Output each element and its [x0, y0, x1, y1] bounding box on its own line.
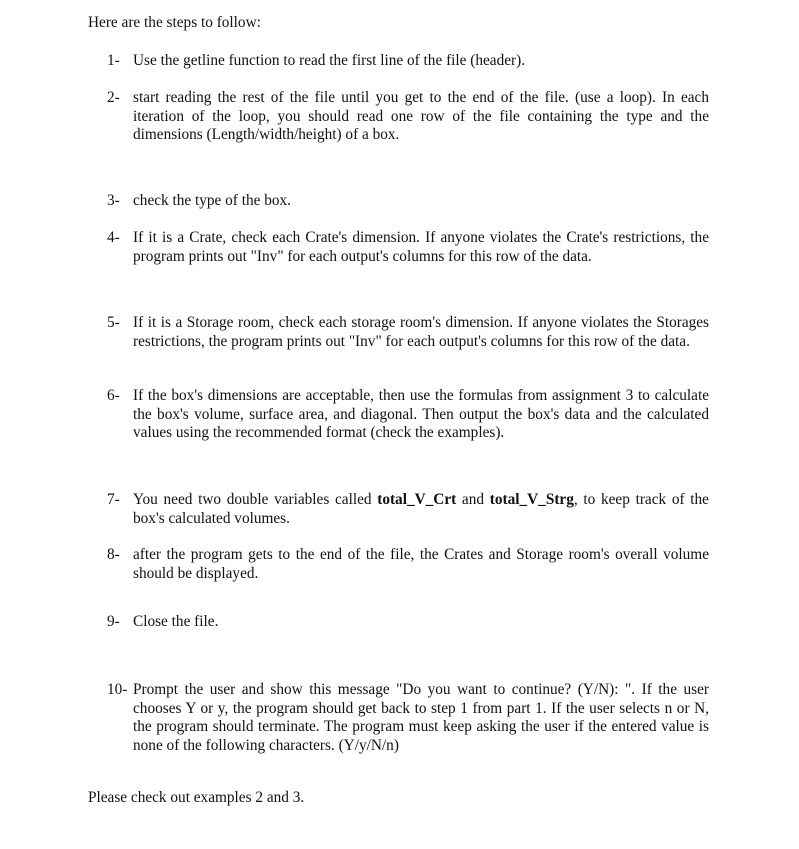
- step-number: 6-: [107, 387, 120, 404]
- variable-name: total_V_Strg: [489, 491, 574, 508]
- step-7: [107, 491, 709, 528]
- step-text: Close the file.: [133, 613, 219, 630]
- step-text: Prompt the user and show this message "Do you want to continue? (Y/N): ". If the user chooses Y or y, the program should get back to step 1 from part 1. If the user selects n or N, the program should terminate. The program must keep asking the user if the entered value is none of the following characters. (Y/y/N/n): [133, 681, 709, 754]
- step-8: [107, 546, 709, 583]
- step-text: If it is a Storage room, check each storage room's dimension. If anyone violates the Storages restrictions, the program prints out "Inv" for each output's columns for this row of the data.: [133, 314, 709, 350]
- step-1: [107, 52, 709, 71]
- step-text: If the box's dimensions are acceptable, then use the formulas from assignment 3 to calculate the box's volume, surface area, and diagonal. Then output the box's data and the calculated values using the recommended format (check the examples).: [133, 387, 709, 441]
- step-10: [107, 681, 709, 755]
- step-text: Use the getline function to read the first line of the file (header).: [133, 52, 526, 69]
- step-5: [107, 314, 709, 351]
- step-number: 10-: [107, 681, 128, 698]
- step-text: start reading the rest of the file until you get to the end of the file. (use a loop). In each iteration of the loop, you should read one row of the file containing the type and the dimensions (Length/width/height) of a box.: [133, 89, 709, 143]
- step-number: 4-: [107, 229, 120, 246]
- step-number: 9-: [107, 613, 120, 630]
- step-number: 2-: [107, 89, 120, 106]
- step-text: check the type of the box.: [133, 192, 292, 209]
- step-number: 8-: [107, 546, 120, 563]
- outro-text: Please check out examples 2 and 3.: [88, 789, 305, 806]
- step-number: 5-: [107, 314, 120, 331]
- step-text: after the program gets to the end of the file, the Crates and Storage room's overall volume should be displayed.: [133, 546, 709, 582]
- step-6: [107, 387, 709, 443]
- step-4: [107, 229, 709, 266]
- intro-text: Here are the steps to follow:: [88, 14, 261, 31]
- step-text: If it is a Crate, check each Crate's dimension. If anyone violates the Crate's restrictions, the program prints out "Inv" for each output's columns for this row of the data.: [133, 229, 709, 265]
- step-text: You need two double variables called total_V_Crt and total_V_Strg, to keep track of the box's calculated volumes.: [133, 491, 709, 527]
- variable-name: total_V_Crt: [377, 491, 457, 508]
- step-9: [107, 613, 709, 632]
- step-number: 7-: [107, 491, 120, 508]
- step-number: 1-: [107, 52, 120, 69]
- step-number: 3-: [107, 192, 120, 209]
- step-3: [107, 192, 709, 211]
- step-2: [107, 89, 709, 145]
